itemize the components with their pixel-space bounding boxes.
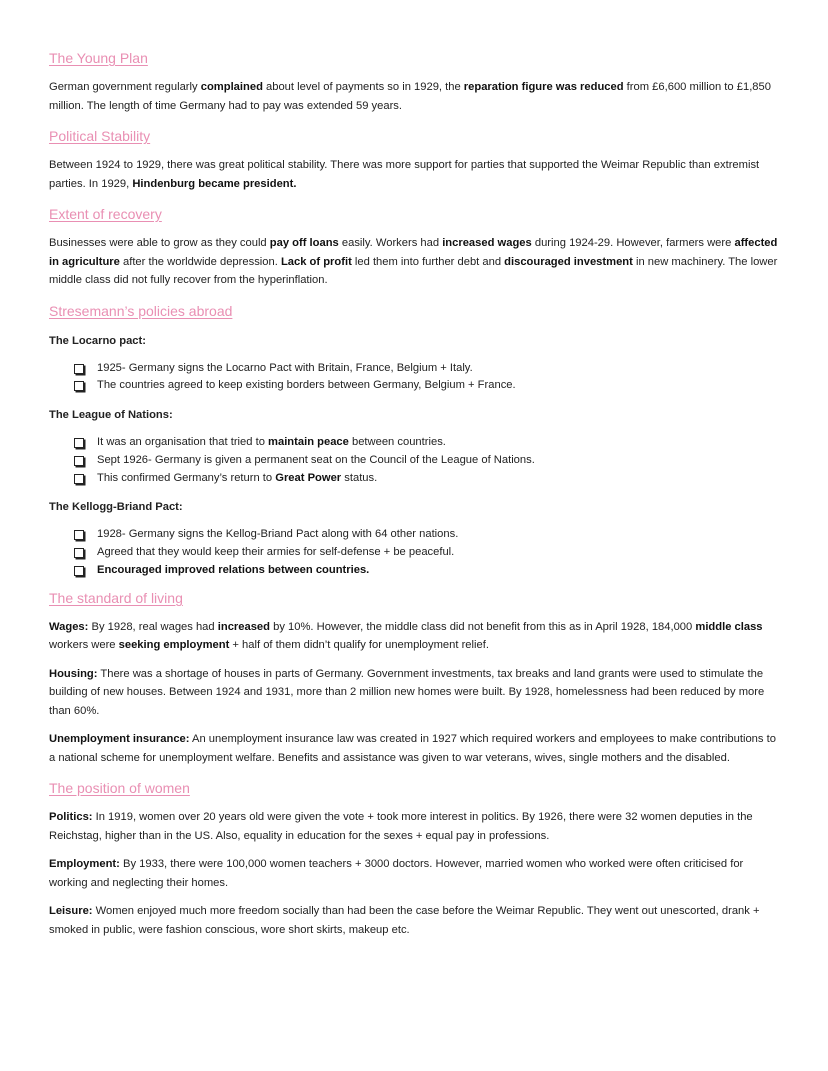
- political-stability-paragraph: Between 1924 to 1929, there was great political stability. There was more support for parties that supported the Weimar Republic than extremist parties. In 1929, Hindenburg became president.: [49, 159, 760, 190]
- wages-paragraph: Wages: By 1928, real wages had increased by 10%. However, the middle class did not benefit from this as in April 1928, 184,000 middle class workers were seeking employment + half of them didn’t qualify for unemployment relief.: [49, 620, 763, 652]
- locarno-title: The Locarno pact:: [49, 334, 146, 347]
- heading-position-of-women: The position of women: [49, 780, 190, 797]
- list-item: Encouraged improved relations between countries.: [74, 562, 784, 580]
- list-item: 1925- Germany signs the Locarno Pact with Britain, France, Belgium + Italy.: [74, 360, 784, 378]
- kellogg-title: The Kellogg-Briand Pact:: [49, 501, 183, 514]
- checkbox-icon: [74, 381, 84, 391]
- employment-paragraph: Employment: By 1933, there were 100,000 women teachers + 3000 doctors. However, married women who worked were often criticised for working and neglecting their homes.: [49, 858, 744, 889]
- checkbox-icon: [74, 364, 84, 374]
- document-page: [49, 48, 784, 939]
- list-item: This confirmed Germany’s return to Great Power status.: [74, 470, 784, 488]
- checkbox-icon: [74, 474, 84, 484]
- checkbox-icon: [74, 456, 84, 466]
- locarno-list: [49, 360, 784, 396]
- list-item: It was an organisation that tried to maintain peace between countries.: [74, 434, 784, 452]
- politics-paragraph: Politics: In 1919, women over 20 years old were given the vote + took more interest in politics. By 1926, there were 32 women deputies in the Reichstag, higher than in the US. Also, equality in education for the sexes + equal pay in professions.: [49, 811, 753, 842]
- list-item: Agreed that they would keep their armies for self-defense + be peaceful.: [74, 544, 784, 562]
- leisure-paragraph: Leisure: Women enjoyed much more freedom socially than had been the case before the Weimar Republic. They went out unescorted, drank + smoked in public, were fashion conscious, wore short skirts, makeup etc.: [49, 905, 760, 936]
- heading-stresemann-policies: Stresemann’s policies abroad: [49, 302, 233, 319]
- heading-political-stability: Political Stability: [49, 128, 151, 144]
- housing-paragraph: Housing: There was a shortage of houses in parts of Germany. Government investments, tax breaks and land grants were used to stimulate the building of new houses. Between 1924 and 1931, more than 2 million new homes were built. By 1928, homelessness had been reduced by more than 60%.: [49, 667, 765, 717]
- kellogg-list: [49, 526, 784, 579]
- checkbox-icon: [74, 438, 84, 448]
- heading-standard-of-living: The standard of living: [49, 589, 183, 606]
- checkbox-icon: [74, 566, 84, 576]
- list-item: The countries agreed to keep existing borders between Germany, Belgium + France.: [74, 377, 784, 395]
- list-item: 1928- Germany signs the Kellog-Briand Pact along with 64 other nations.: [74, 526, 784, 544]
- league-title: The League of Nations:: [49, 409, 173, 422]
- list-item: Sept 1926- Germany is given a permanent seat on the Council of the League of Nations.: [74, 452, 784, 470]
- young-plan-paragraph: German government regularly complained about level of payments so in 1929, the reparation figure was reduced from £6,600 million to £1,850 million. The length of time Germany had to pay was extended 59 years.: [49, 81, 771, 112]
- unemployment-paragraph: Unemployment insurance: An unemployment insurance law was created in 1927 which required workers and employees to make contributions to a national scheme for unemployment welfare. Benefits and assistance was given to war veterans, wives, single mothers and the disabled.: [49, 733, 776, 764]
- checkbox-icon: [74, 530, 84, 540]
- heading-extent-of-recovery: Extent of recovery: [49, 206, 162, 222]
- heading-young-plan: The Young Plan: [49, 50, 148, 66]
- extent-of-recovery-paragraph: Businesses were able to grow as they could pay off loans easily. Workers had increased wages during 1924-29. However, farmers were affected in agriculture after the worldwide depression. Lack of profit led them into further debt and discouraged investment in new machinery. The lower middle class did not fully recover from the hyperinflation.: [49, 237, 778, 286]
- checkbox-icon: [74, 548, 84, 558]
- league-list: [49, 434, 784, 487]
